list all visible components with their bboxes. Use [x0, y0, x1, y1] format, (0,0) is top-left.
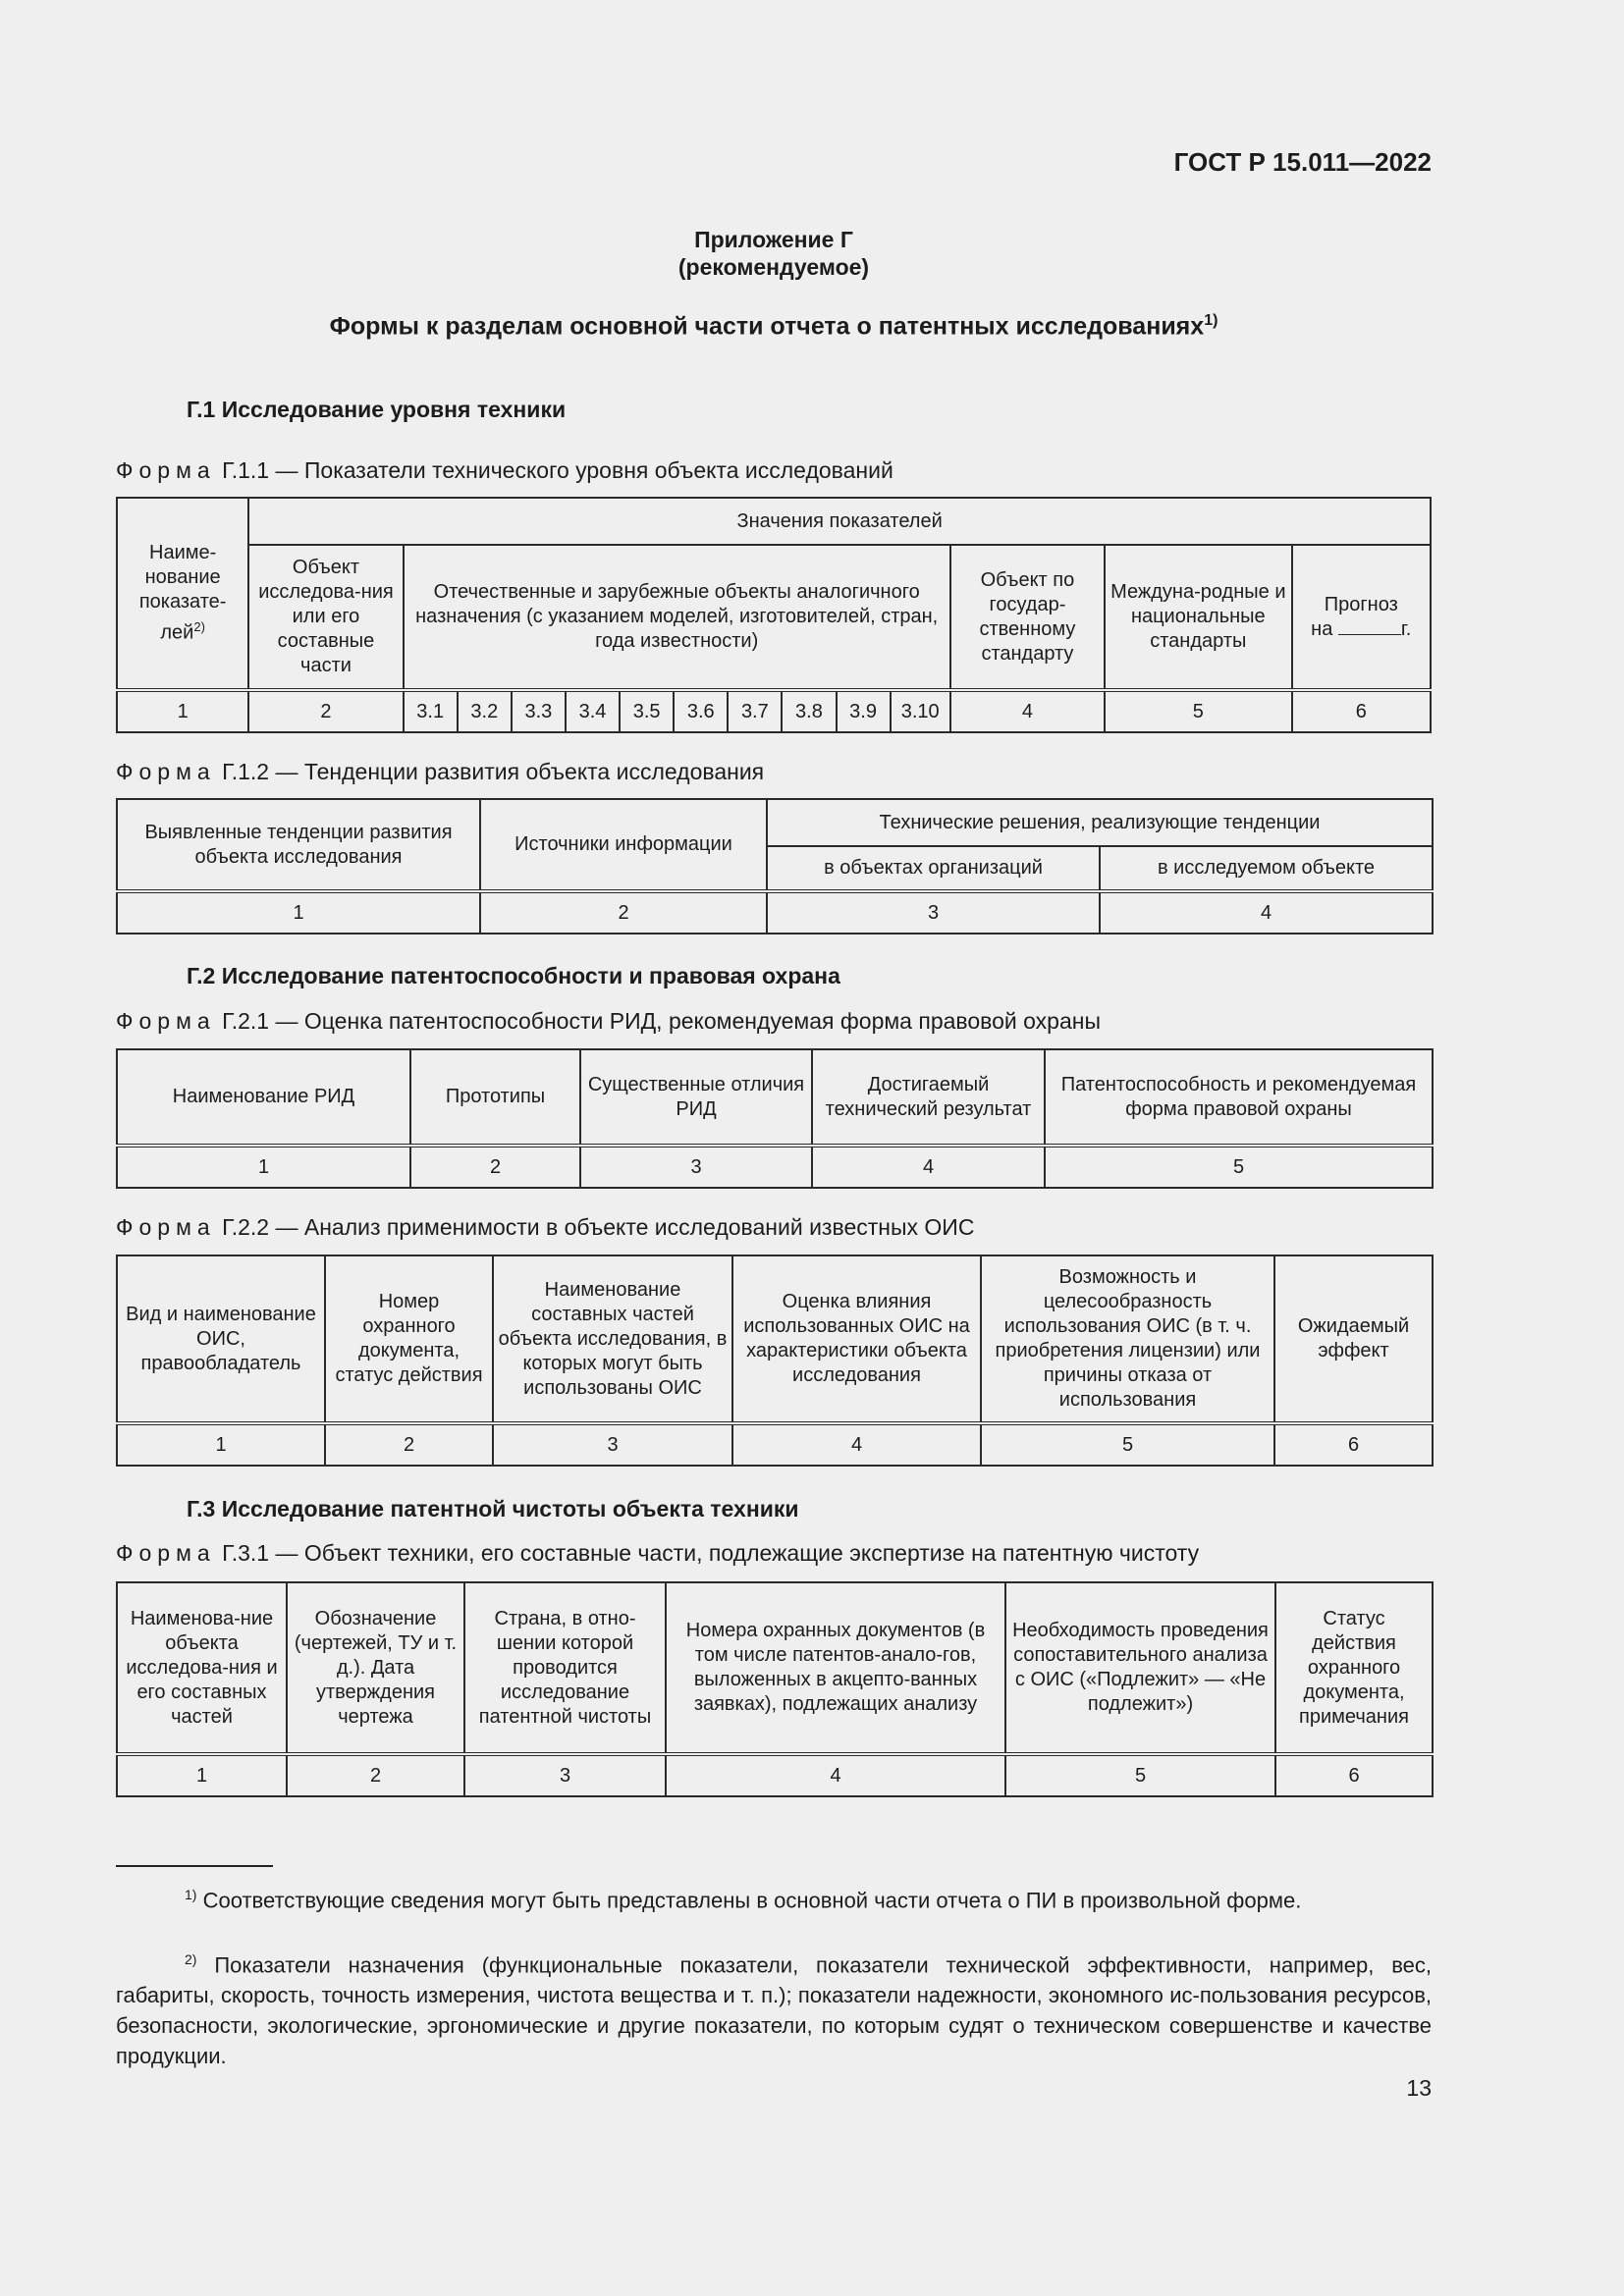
header-impact-assessment: Оценка влияния использованных ОИС на характеристики объекта исследования	[732, 1255, 981, 1423]
column-number: 3.5	[620, 690, 674, 732]
form-word: Форма	[116, 457, 216, 483]
header-document-status: Статус действия охранного документа, примечания	[1275, 1582, 1433, 1754]
column-number: 6	[1292, 690, 1431, 732]
header-patentability: Патентоспособность и рекомендуемая форма правовой охраны	[1045, 1049, 1433, 1146]
form-table-g222	[116, 1255, 1434, 1467]
section-heading-g1: Г.1 Исследование уровня техники	[187, 397, 567, 422]
header-rid-name: Наименование РИД	[117, 1049, 410, 1146]
form-caption-g221	[116, 1008, 1101, 1035]
footnote-text: Показатели назначения (функциональные показатели, показатели технической эффективности, например, вес, габариты, скорость, точность измерения, чистота вещества и т. п.); показатели надежности, экономного ис-пользования ресурсов, безопасности, экологические, эргономические и другие показатели, по которым судят о техническом совершенстве и качестве продукции.	[116, 1952, 1432, 2069]
form-word: Форма	[116, 1008, 216, 1034]
column-number: 1	[117, 690, 248, 732]
column-number: 1	[117, 1423, 325, 1466]
header-intl-standards: Междуна-родные и национальные стандарты	[1105, 545, 1291, 690]
footnote-divider	[116, 1865, 273, 1867]
column-number: 3.1	[404, 690, 458, 732]
column-number: 4	[1100, 891, 1433, 934]
column-number: 2	[248, 690, 403, 732]
appendix-status: (рекомендуемое)	[677, 254, 870, 280]
header-designation: Обозначение (чертежей, ТУ и т. д.). Дата утверждения чертежа	[287, 1582, 464, 1754]
form-table-g231	[116, 1581, 1434, 1797]
form-caption-text: Г.3.1 — Объект техники, его составные части, подлежащие экспертизе на патентную чистоту	[222, 1540, 1200, 1566]
form-caption-g111	[116, 457, 893, 484]
appendix-title	[116, 226, 1432, 281]
header-research-object: Объект исследова-ния или его составные части	[248, 545, 403, 690]
column-number: 4	[812, 1146, 1045, 1188]
header-country: Страна, в отно-шении которой проводится исследование патентной чистоты	[464, 1582, 666, 1754]
page-title-text: Формы к разделам основной части отчета о патентных исследованиях	[329, 312, 1205, 341]
column-number: 3.4	[566, 690, 620, 732]
form-table-g111	[116, 497, 1432, 733]
header-expected-effect: Ожидаемый эффект	[1274, 1255, 1433, 1423]
header-forecast: Прогноз на г.	[1292, 545, 1431, 690]
column-number: 4	[950, 690, 1105, 732]
header-analog-objects: Отечественные и зарубежные объекты аналогичного назначения (с указанием моделей, изготовителей, стран, года известности)	[404, 545, 950, 690]
standard-id: ГОСТ Р 15.011—2022	[1173, 147, 1432, 177]
header-tech-solutions: Технические решения, реализующие тенденции	[767, 799, 1433, 846]
header-comparative-analysis: Необходимость проведения сопоставительного анализа с ОИС («Подлежит» — «Не подлежит»)	[1005, 1582, 1275, 1754]
column-number: 3	[493, 1423, 732, 1466]
column-number: 3	[580, 1146, 812, 1188]
header-feasibility: Возможность и целесообразность использования ОИС (в т. ч. приобретения лицензии) или причины отказа от использования	[981, 1255, 1274, 1423]
header-component-parts: Наименование составных частей объекта исследования, в которых могут быть использованы ОИС	[493, 1255, 732, 1423]
column-number: 3.2	[458, 690, 512, 732]
footnote-2	[116, 1945, 1432, 2071]
column-number: 4	[732, 1423, 981, 1466]
column-number: 1	[117, 1146, 410, 1188]
section-heading-g2: Г.2 Исследование патентоспособности и правовая охрана	[187, 963, 840, 988]
header-trends: Выявленные тенденции развития объекта исследования	[117, 799, 480, 891]
header-info-sources: Источники информации	[480, 799, 767, 891]
header-org-objects: в объектах организаций	[767, 846, 1100, 891]
column-number: 1	[117, 1754, 287, 1796]
footnote-mark: 2)	[185, 1951, 197, 1967]
footnote-1	[116, 1880, 1432, 1915]
header-object-name: Наименова-ние объекта исследова-ния и его составных частей	[117, 1582, 287, 1754]
column-number: 3.6	[674, 690, 728, 732]
form-table-g112	[116, 798, 1434, 934]
column-number: 5	[1045, 1146, 1433, 1188]
column-number: 2	[480, 891, 767, 934]
header-prototypes: Прототипы	[410, 1049, 580, 1146]
page-title	[116, 312, 1432, 341]
column-number: 3.3	[512, 690, 566, 732]
header-document-numbers: Номера охранных документов (в том числе патентов-анало-гов, выложенных в акцепто-ванных заявках), подлежащих анализу	[666, 1582, 1005, 1754]
form-caption-g231	[116, 1540, 1199, 1567]
footnote-ref-1: 1)	[1204, 312, 1218, 329]
column-number: 3	[767, 891, 1100, 934]
header-research-object: в исследуемом объекте	[1100, 846, 1433, 891]
header-indicator-name: Наиме-нование показате-лей$^{2)}$	[117, 498, 248, 690]
column-number: 2	[325, 1423, 493, 1466]
column-number: 3.9	[837, 690, 891, 732]
header-indicator-values: Значения показателей	[248, 498, 1431, 545]
column-number: 3.8	[782, 690, 836, 732]
column-number: 5	[981, 1423, 1274, 1466]
appendix-label: Приложение Г	[694, 227, 853, 252]
form-word: Форма	[116, 1540, 216, 1566]
form-word: Форма	[116, 759, 216, 784]
header-essential-differences: Существенные отличия РИД	[580, 1049, 812, 1146]
column-number: 6	[1275, 1754, 1433, 1796]
column-number: 1	[117, 891, 480, 934]
form-caption-text: Г.2.2 — Анализ применимости в объекте исследований известных ОИС	[222, 1214, 975, 1240]
header-technical-result: Достигаемый технический результат	[812, 1049, 1045, 1146]
column-number: 5	[1105, 690, 1291, 732]
column-number: 6	[1274, 1423, 1433, 1466]
column-number: 3.7	[728, 690, 782, 732]
form-table-g221	[116, 1048, 1434, 1189]
footnote-ref-2: 2)	[193, 619, 205, 635]
page-number: 13	[1406, 2075, 1432, 2101]
column-number: 3.10	[891, 690, 950, 732]
column-number: 3	[464, 1754, 666, 1796]
form-caption-g112	[116, 759, 764, 785]
footnote-mark: 1)	[185, 1887, 197, 1902]
form-caption-text: Г.1.1 — Показатели технического уровня объекта исследований	[222, 457, 893, 483]
section-heading-g3: Г.3 Исследование патентной чистоты объекта техники	[187, 1496, 799, 1522]
form-caption-text: Г.2.1 — Оценка патентоспособности РИД, рекомендуемая форма правовой охраны	[222, 1008, 1101, 1034]
form-caption-g222	[116, 1214, 974, 1241]
column-number: 5	[1005, 1754, 1275, 1796]
header-document-number: Номер охранного документа, статус действия	[325, 1255, 493, 1423]
column-number: 4	[666, 1754, 1005, 1796]
column-number: 2	[287, 1754, 464, 1796]
header-state-standard: Объект по государ-ственному стандарту	[950, 545, 1105, 690]
column-number: 2	[410, 1146, 580, 1188]
form-word: Форма	[116, 1214, 216, 1240]
form-caption-text: Г.1.2 — Тенденции развития объекта исследования	[222, 759, 765, 784]
footnote-text: Соответствующие сведения могут быть представлены в основной части отчета о ПИ в произвольной форме.	[202, 1888, 1302, 1913]
header-ois-type: Вид и наименование ОИС, правообладатель	[117, 1255, 325, 1423]
